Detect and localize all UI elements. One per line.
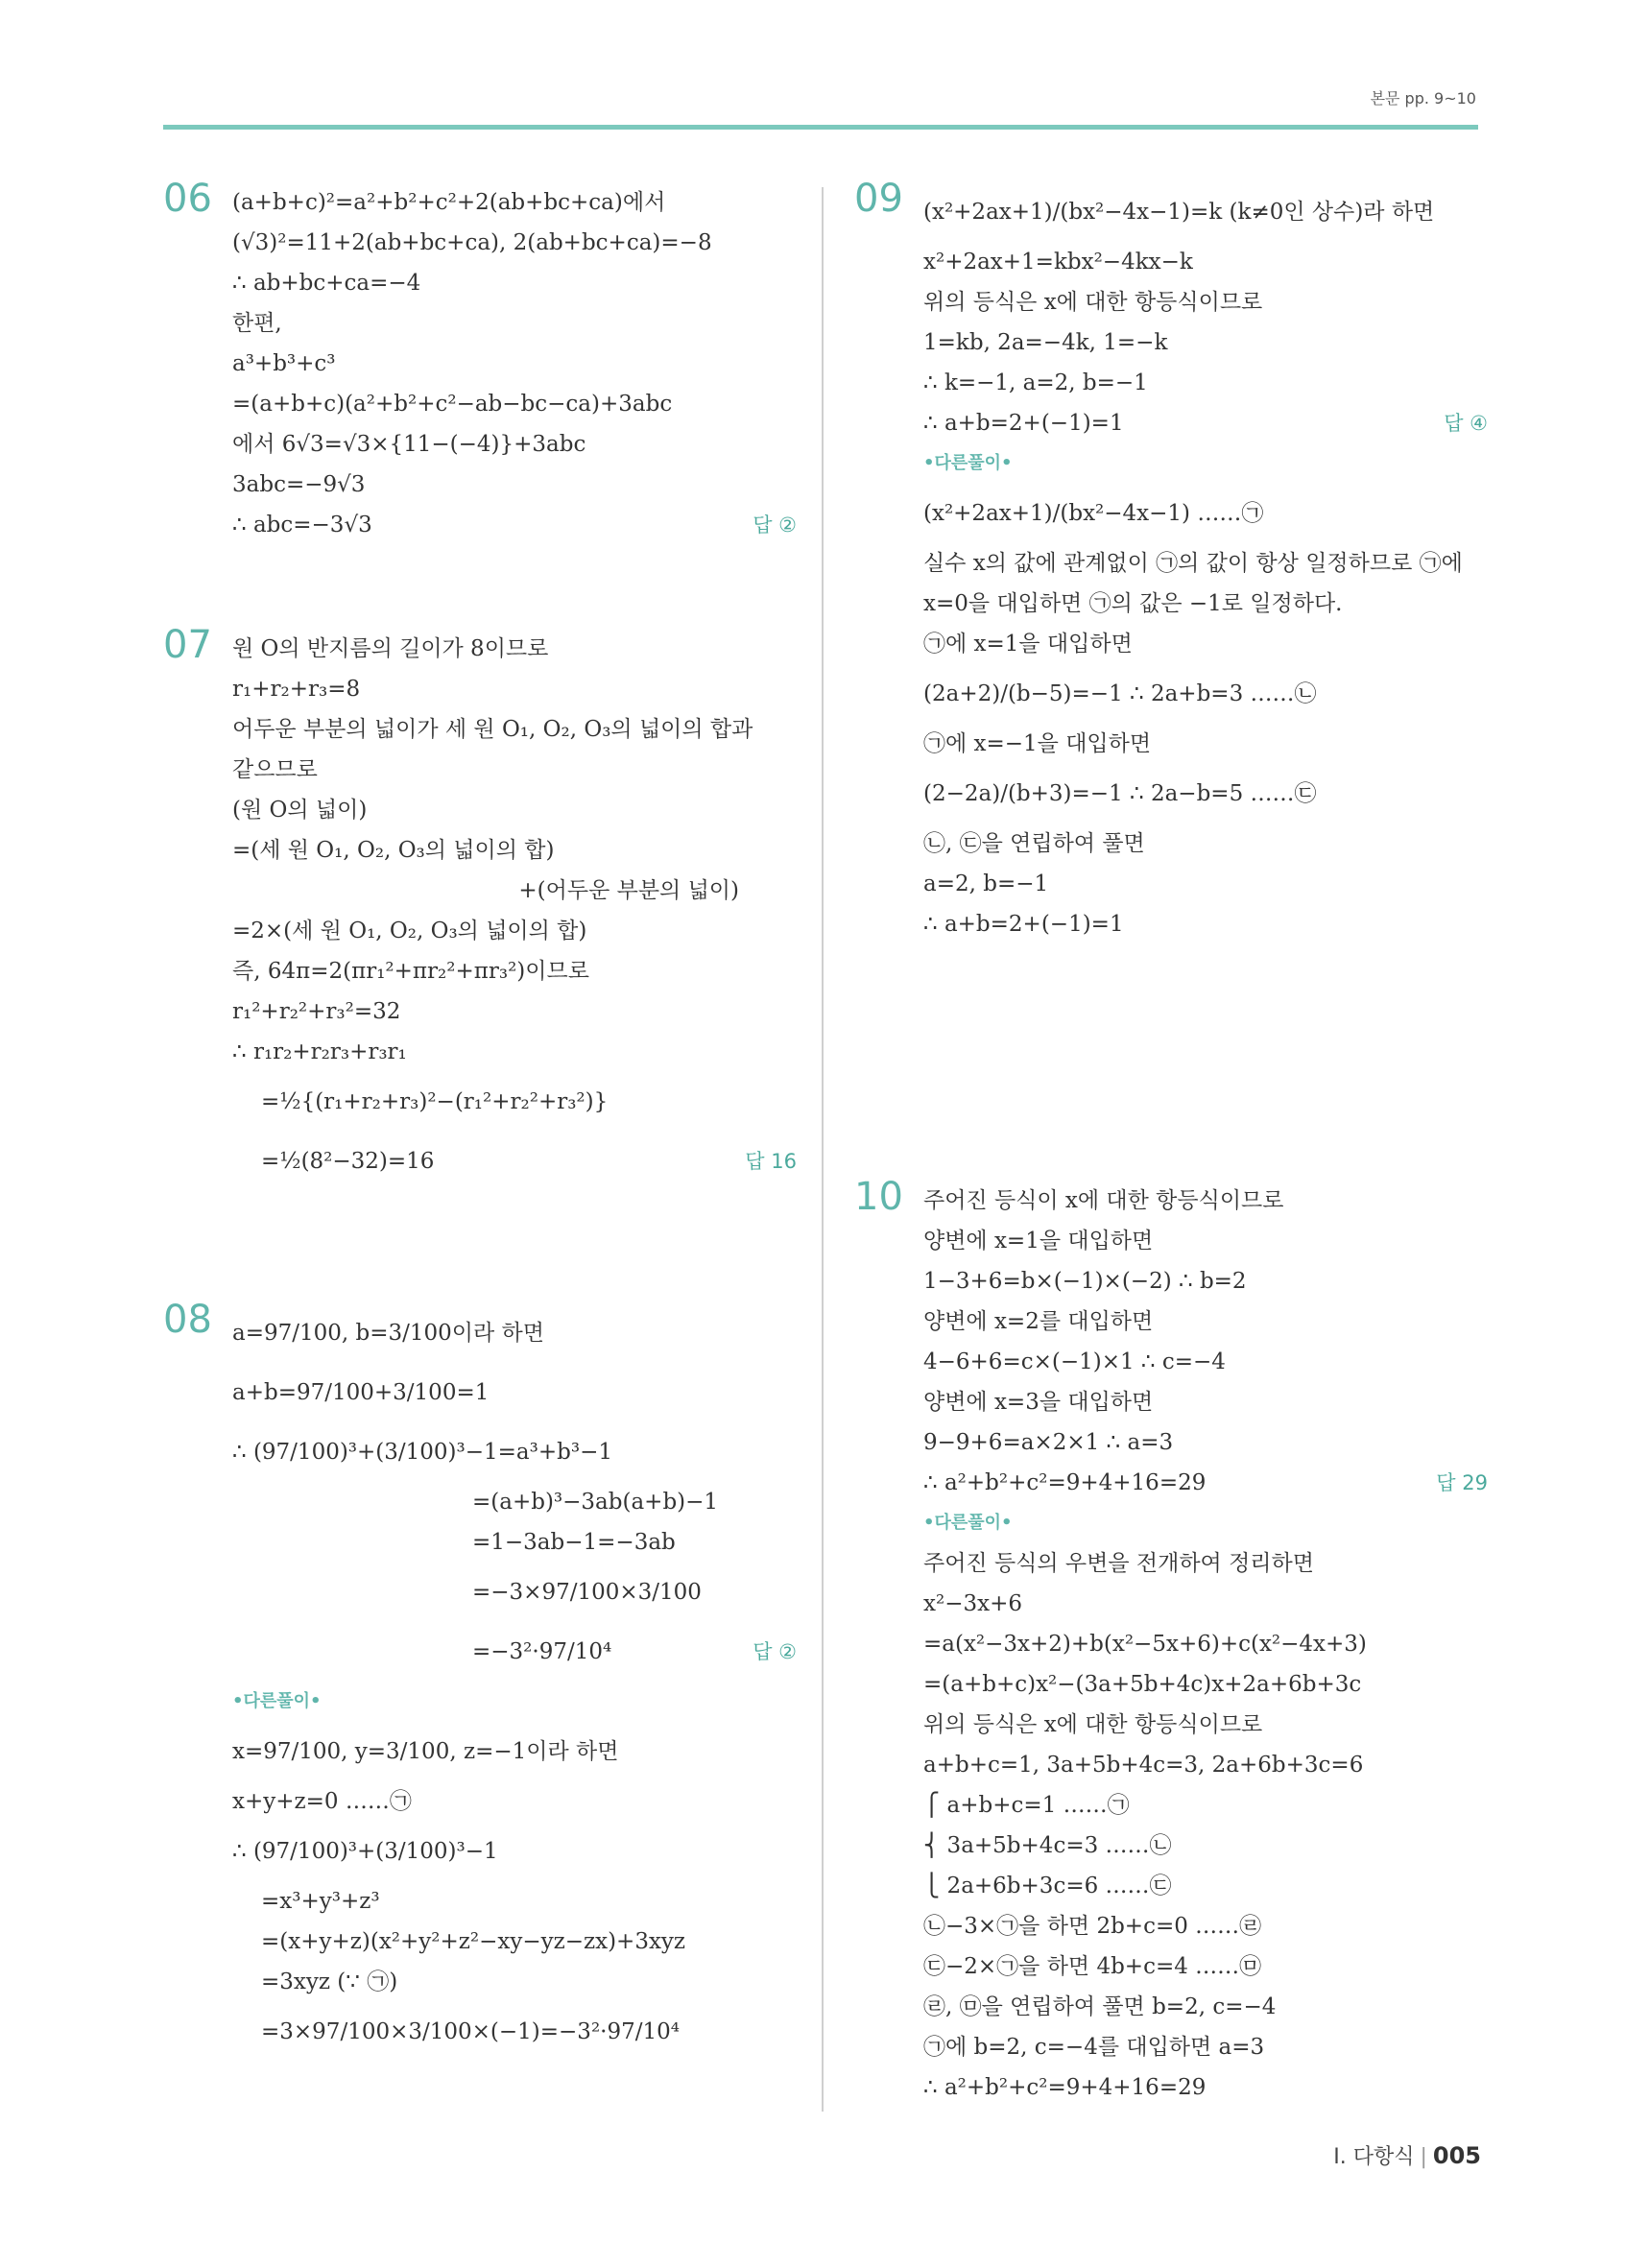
solution-line: ㉡, ㉢을 연립하여 풀면 xyxy=(923,831,1145,856)
solution-line: =x³+y³+z³ xyxy=(261,1889,380,1914)
solution-line: 3abc=−9√3 xyxy=(232,472,366,497)
solution-text: ∴ a²+b²+c²=9+4+16=29 xyxy=(923,1470,1207,1495)
solution-line: (x²+2ax+1)/(bx²−4x−1) ……㉠ xyxy=(923,501,1264,526)
solution-line: a+b=97/100+3/100=1 xyxy=(232,1380,490,1405)
solution-line: x²+2ax+1=kbx²−4kx−k xyxy=(923,250,1193,275)
page-footer xyxy=(1333,2140,1481,2170)
solution-line: 같으므로 xyxy=(232,757,318,782)
answer-box xyxy=(1444,403,1488,443)
solution-line: =(a+b)³−3ab(a+b)−1 xyxy=(472,1490,719,1515)
solution-line: ㉠에 x=1을 대입하면 xyxy=(923,632,1133,657)
section-title: I. 다항식 xyxy=(1333,2145,1415,2169)
answer-value: ④ xyxy=(1470,412,1488,435)
solution-line: ㉢−2×㉠을 하면 4b+c=4 ……㉤ xyxy=(923,1954,1262,1979)
answer-label: 답 xyxy=(1436,1471,1456,1494)
solution-line: 원 O의 반지름의 길이가 8이므로 xyxy=(232,636,549,661)
solution-line: ⎧ a+b+c=1 ……㉠ xyxy=(923,1793,1130,1818)
solution-line xyxy=(232,1132,797,1191)
solution-line: 실수 x의 값에 관계없이 ㉠의 값이 항상 일정하므로 ㉠에 xyxy=(923,551,1463,576)
problem-number: 10 xyxy=(854,1175,903,1219)
solution-line: 9−9+6=a×2×1 ∴ a=3 xyxy=(923,1430,1174,1455)
page-number: 005 xyxy=(1432,2142,1481,2169)
solution-line: 주어진 등식의 우변을 전개하여 정리하면 xyxy=(923,1551,1314,1576)
solution-line: =3xyz (∵ ㉠) xyxy=(261,1970,398,1994)
solution-line: 에서 6√3=√3×{11−(−4)}+3abc xyxy=(232,432,586,457)
page-range-header: 본문 pp. 9~10 xyxy=(1370,89,1476,107)
solution-line: x=97/100, y=3/100, z=−1이라 하면 xyxy=(232,1739,619,1764)
solution-line: =2×(세 원 O₁, O₂, O₃의 넓이의 합) xyxy=(232,919,587,943)
solution-line: =(a+b+c)x²−(3a+5b+4c)x+2a+6b+3c xyxy=(923,1672,1362,1697)
solution-line: =(세 원 O₁, O₂, O₃의 넓이의 합) xyxy=(232,838,555,863)
answer-box xyxy=(1436,1463,1488,1503)
answer-value: ② xyxy=(778,513,797,537)
answer-box xyxy=(753,1622,797,1682)
solution-line: (원 O의 넓이) xyxy=(232,798,368,823)
solution-line: 위의 등식은 x에 대한 항등식이므로 xyxy=(923,290,1263,315)
solution-line: r₁²+r₂²+r₃²=32 xyxy=(232,999,401,1024)
solution-line: ㉠에 x=−1을 대입하면 xyxy=(923,731,1152,756)
answer-label: 답 xyxy=(745,1150,765,1173)
solution-line: a=2, b=−1 xyxy=(923,871,1049,896)
solution-line: ∴ (97/100)³+(3/100)³−1=a³+b³−1 xyxy=(232,1440,612,1465)
answer-label: 답 xyxy=(1444,412,1464,435)
solution-line: 한편, xyxy=(232,311,282,336)
solution-line: ∴ (97/100)³+(3/100)³−1 xyxy=(232,1839,498,1864)
solution-line: 위의 등식은 x에 대한 항등식이므로 xyxy=(923,1712,1263,1737)
solution-line: 1−3+6=b×(−1)×(−2) ∴ b=2 xyxy=(923,1269,1247,1294)
solution-line: =(x+y+z)(x²+y²+z²−xy−yz−zx)+3xyz xyxy=(261,1929,686,1954)
solution-line: =(a+b+c)(a²+b²+c²−ab−bc−ca)+3abc xyxy=(232,392,673,417)
problem-number: 06 xyxy=(163,177,212,221)
answer-box xyxy=(753,505,797,545)
solution-line: =3×97/100×3/100×(−1)=−3²·97/10⁴ xyxy=(261,2019,680,2044)
problem-number: 08 xyxy=(163,1298,212,1342)
solution-text: ∴ a+b=2+(−1)=1 xyxy=(923,411,1124,436)
column-divider xyxy=(822,187,824,2112)
solution-line: a+b+c=1, 3a+5b+4c=3, 2a+6b+3c=6 xyxy=(923,1753,1364,1778)
problem-number: 09 xyxy=(854,177,903,221)
solution-line: (a+b+c)²=a²+b²+c²+2(ab+bc+ca)에서 xyxy=(232,190,666,215)
alternate-solution-label: •다른풀이• xyxy=(923,453,1013,473)
solution-line: ㉡−3×㉠을 하면 2b+c=0 ……㉣ xyxy=(923,1914,1262,1939)
solution-line: x²−3x+6 xyxy=(923,1591,1022,1616)
solution-line: +(어두운 부분의 넓이) xyxy=(518,878,739,903)
solution-line xyxy=(923,403,1488,443)
solution-line: (√3)²=11+2(ab+bc+ca), 2(ab+bc+ca)=−8 xyxy=(232,230,712,255)
footer-separator: | xyxy=(1420,2145,1427,2169)
answer-value: 29 xyxy=(1462,1471,1488,1494)
answer-value: ② xyxy=(778,1640,797,1663)
solution-line: ∴ ab+bc+ca=−4 xyxy=(232,271,421,296)
solution-line: (x²+2ax+1)/(bx²−4x−1)=k (k≠0인 상수)라 하면 xyxy=(923,200,1435,225)
problem-number: 07 xyxy=(163,623,212,667)
answer-label: 답 xyxy=(753,513,773,537)
solution-line: ∴ k=−1, a=2, b=−1 xyxy=(923,370,1148,395)
solution-line: x+y+z=0 ……㉠ xyxy=(232,1789,412,1814)
solution-line xyxy=(232,1622,797,1682)
solution-line: 양변에 x=3을 대입하면 xyxy=(923,1390,1154,1415)
solution-line: ∴ a²+b²+c²=9+4+16=29 xyxy=(923,2075,1207,2100)
solution-text: =½(8²−32)=16 xyxy=(261,1149,435,1174)
solution-line: 즉, 64π=2(πr₁²+πr₂²+πr₃²)이므로 xyxy=(232,959,589,984)
alternate-solution-label: •다른풀이• xyxy=(232,1691,322,1711)
solution-line: 4−6+6=c×(−1)×1 ∴ c=−4 xyxy=(923,1349,1226,1374)
solution-line: ⎨ 3a+5b+4c=3 ……㉡ xyxy=(923,1833,1172,1858)
answer-value: 16 xyxy=(771,1150,797,1173)
solution-line xyxy=(923,1463,1488,1503)
solution-line: (2a+2)/(b−5)=−1 ∴ 2a+b=3 ……㉡ xyxy=(923,681,1317,706)
solution-text: ∴ abc=−3√3 xyxy=(232,513,372,537)
solution-line xyxy=(232,505,797,545)
header-rule xyxy=(163,125,1478,130)
solution-line: ㉠에 b=2, c=−4를 대입하면 a=3 xyxy=(923,2035,1265,2060)
solution-line: 양변에 x=1을 대입하면 xyxy=(923,1229,1154,1253)
solution-line: ㉣, ㉤을 연립하여 풀면 b=2, c=−4 xyxy=(923,1994,1277,2019)
answer-box xyxy=(745,1132,797,1191)
solution-line: =a(x²−3x+2)+b(x²−5x+6)+c(x²−4x+3) xyxy=(923,1632,1367,1657)
solution-line: 주어진 등식이 x에 대한 항등식이므로 xyxy=(923,1188,1284,1213)
alternate-solution-label: •다른풀이• xyxy=(923,1513,1013,1533)
solution-line: ⎩ 2a+6b+3c=6 ……㉢ xyxy=(923,1874,1172,1898)
solution-line: =½{(r₁+r₂+r₃)²−(r₁²+r₂²+r₃²)} xyxy=(261,1089,609,1114)
answer-label: 답 xyxy=(753,1640,773,1663)
solution-line: 1=kb, 2a=−4k, 1=−k xyxy=(923,330,1168,355)
solution-line: r₁+r₂+r₃=8 xyxy=(232,677,361,702)
solution-line: =−3×97/100×3/100 xyxy=(472,1580,702,1605)
solution-line: a³+b³+c³ xyxy=(232,351,336,376)
solution-line: 어두운 부분의 넓이가 세 원 O₁, O₂, O₃의 넓이의 합과 xyxy=(232,717,753,742)
solution-line: ∴ r₁r₂+r₂r₃+r₃r₁ xyxy=(232,1039,407,1064)
solution-line: a=97/100, b=3/100이라 하면 xyxy=(232,1321,544,1346)
solution-line: ∴ a+b=2+(−1)=1 xyxy=(923,912,1124,937)
solution-line: 양변에 x=2를 대입하면 xyxy=(923,1309,1154,1334)
solution-line: (2−2a)/(b+3)=−1 ∴ 2a−b=5 ……㉢ xyxy=(923,781,1317,806)
solution-text: =−3²·97/10⁴ xyxy=(472,1639,612,1664)
solution-line: x=0을 대입하면 ㉠의 값은 −1로 일정하다. xyxy=(923,591,1343,616)
solution-line: =1−3ab−1=−3ab xyxy=(472,1530,676,1555)
